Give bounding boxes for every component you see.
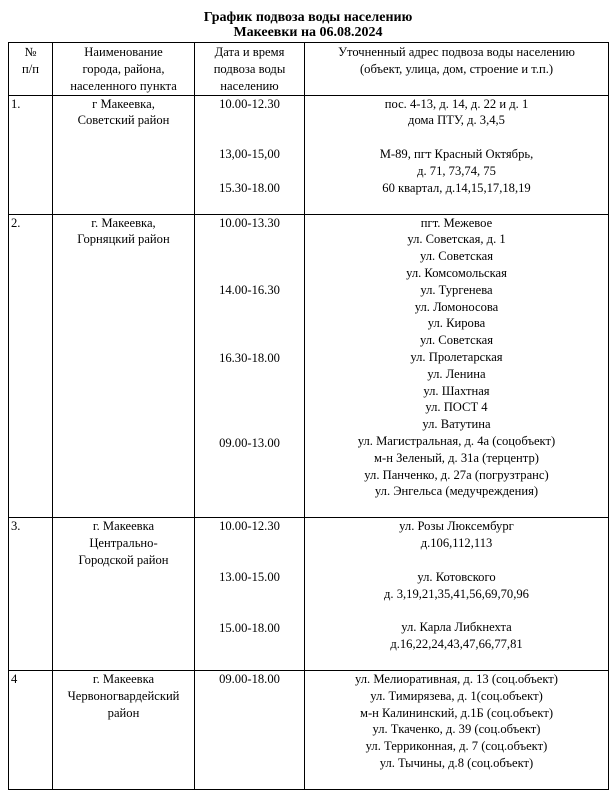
delivery-times bbox=[195, 518, 305, 671]
time-slot: 13,00-15,00 bbox=[219, 147, 280, 162]
header-address-line: (объект, улица, дом, строение и т.п.) bbox=[359, 61, 554, 76]
delivery-addresses bbox=[305, 214, 609, 518]
time-slot: 09.00-13.00 bbox=[219, 435, 280, 450]
time-slot: 15.30-18.00 bbox=[219, 181, 280, 196]
time-slot: 10.00-12.30 bbox=[219, 519, 280, 534]
header-time-line: подвоза воды bbox=[213, 61, 286, 76]
header-name-line: населенного пункта bbox=[70, 78, 177, 93]
header-time-line: Дата и время bbox=[214, 45, 285, 59]
time-slot: 16.30-18.00 bbox=[219, 351, 280, 366]
district-name bbox=[53, 214, 195, 518]
delivery-times bbox=[195, 214, 305, 518]
address-line: 60 квартал, д.14,15,17,18,19 bbox=[382, 180, 531, 195]
table-row bbox=[9, 95, 609, 214]
water-schedule-table bbox=[8, 42, 609, 790]
district-name-line: г. Макеевка bbox=[92, 519, 155, 534]
district-name-line: г Макеевка, bbox=[92, 96, 155, 111]
address-line: ул. Кирова bbox=[427, 316, 486, 331]
address-line: пос. 4-13, д. 14, д. 22 и д. 1 bbox=[384, 96, 529, 111]
row-number: 1. bbox=[9, 95, 53, 214]
address-line: ул. Ватутина bbox=[422, 417, 491, 432]
district-name bbox=[53, 518, 195, 671]
district-name-line: Центрально- bbox=[89, 535, 158, 550]
address-line: ул. Ломоносова bbox=[414, 299, 499, 314]
header-time bbox=[195, 43, 305, 96]
address-line: ул. Тимирязева, д. 1(соц.объект) bbox=[370, 688, 543, 703]
address-line: ул. Тургенева bbox=[420, 282, 493, 297]
delivery-times bbox=[195, 670, 305, 789]
table-row bbox=[9, 670, 609, 789]
address-line: дома ПТУ, д. 3,4,5 bbox=[408, 113, 505, 128]
address-line: ул. Советская bbox=[419, 249, 494, 264]
address-line: ул. Котовского bbox=[417, 569, 496, 584]
header-name-line: города, района, bbox=[82, 61, 165, 76]
address-line: д.106,112,113 bbox=[420, 535, 493, 550]
address-line: ул. ПОСТ 4 bbox=[425, 400, 488, 415]
document-title bbox=[0, 10, 616, 40]
delivery-addresses bbox=[305, 670, 609, 789]
address-line: д.16,22,24,43,47,66,77,81 bbox=[390, 637, 523, 652]
address-line: М-89, пгт Красный Октябрь, bbox=[379, 147, 534, 162]
table-row bbox=[9, 518, 609, 671]
address-line: м-н Калининский, д.1Б (соц.объект) bbox=[359, 705, 554, 720]
row-number: 4 bbox=[9, 670, 53, 789]
address-line: ул. Советская bbox=[419, 333, 494, 348]
address-line: ул. Магистральная, д. 4а (соцобъект) bbox=[357, 433, 556, 448]
delivery-times bbox=[195, 95, 305, 214]
header-address-line: Уточненный адрес подвоза воды населению bbox=[338, 45, 575, 59]
time-slot: 09.00-18.00 bbox=[219, 671, 280, 686]
address-line: д. 71, 73,74, 75 bbox=[417, 163, 496, 178]
district-name bbox=[53, 95, 195, 214]
district-name-line: Городской район bbox=[78, 552, 169, 567]
address-line: ул. Советская, д. 1 bbox=[407, 232, 506, 247]
district-name-line: г. Макеевка, bbox=[91, 215, 156, 230]
header-name-line: Наименование bbox=[84, 45, 163, 59]
header-name bbox=[53, 43, 195, 96]
header-time-line: населению bbox=[220, 78, 279, 93]
title-line-1: График подвоза воды населению bbox=[203, 10, 413, 25]
header-address bbox=[305, 43, 609, 96]
address-line: ул. Розы Люксембург bbox=[399, 519, 514, 534]
district-name-line: Червоногвардейский bbox=[67, 688, 180, 703]
delivery-addresses bbox=[305, 95, 609, 214]
time-slot: 14.00-16.30 bbox=[219, 283, 280, 298]
address-line: ул. Карла Либкнехта bbox=[401, 620, 512, 635]
address-line: ул. Панченко, д. 27а (погрузтранс) bbox=[364, 467, 549, 482]
district-name-line: г. Макеевка bbox=[92, 671, 155, 686]
district-name-line: Горняцкий район bbox=[77, 232, 170, 247]
address-line: ул. Энгельса (медучреждения) bbox=[374, 484, 539, 499]
address-line: ул. Комсомольская bbox=[406, 265, 507, 280]
header-number-line: п/п bbox=[22, 61, 39, 76]
district-name-line: район bbox=[107, 705, 140, 720]
delivery-addresses bbox=[305, 518, 609, 671]
address-line: ул. Тычины, д.8 (соц.объект) bbox=[379, 755, 534, 770]
address-line: ул. Ленина bbox=[427, 366, 486, 381]
address-line: ул. Терриконная, д. 7 (соц.объект) bbox=[365, 739, 548, 754]
district-name-line: Советский район bbox=[77, 113, 170, 128]
table-header-row bbox=[9, 43, 609, 96]
address-line: пгт. Межевое bbox=[420, 215, 493, 230]
time-slot: 13.00-15.00 bbox=[219, 569, 280, 584]
address-line: ул. Ткаченко, д. 39 (соц.объект) bbox=[372, 722, 541, 737]
address-line: м-н Зеленый, д. 31а (терцентр) bbox=[374, 450, 539, 465]
district-name bbox=[53, 670, 195, 789]
row-number: 2. bbox=[9, 214, 53, 518]
title-line-2: Макеевки на 06.08.2024 bbox=[233, 25, 383, 40]
address-line: д. 3,19,21,35,41,56,69,70,96 bbox=[384, 586, 529, 601]
address-line: ул. Пролетарская bbox=[410, 349, 503, 364]
table-row bbox=[9, 214, 609, 518]
address-line: ул. Шахтная bbox=[423, 383, 490, 398]
row-number: 3. bbox=[9, 518, 53, 671]
time-slot: 10.00-13.30 bbox=[219, 215, 280, 230]
header-number bbox=[9, 43, 53, 96]
time-slot: 10.00-12.30 bbox=[219, 96, 280, 111]
header-number-line: № bbox=[24, 45, 37, 59]
address-line: ул. Мелиоративная, д. 13 (соц.объект) bbox=[355, 671, 558, 686]
time-slot: 15.00-18.00 bbox=[219, 620, 280, 635]
